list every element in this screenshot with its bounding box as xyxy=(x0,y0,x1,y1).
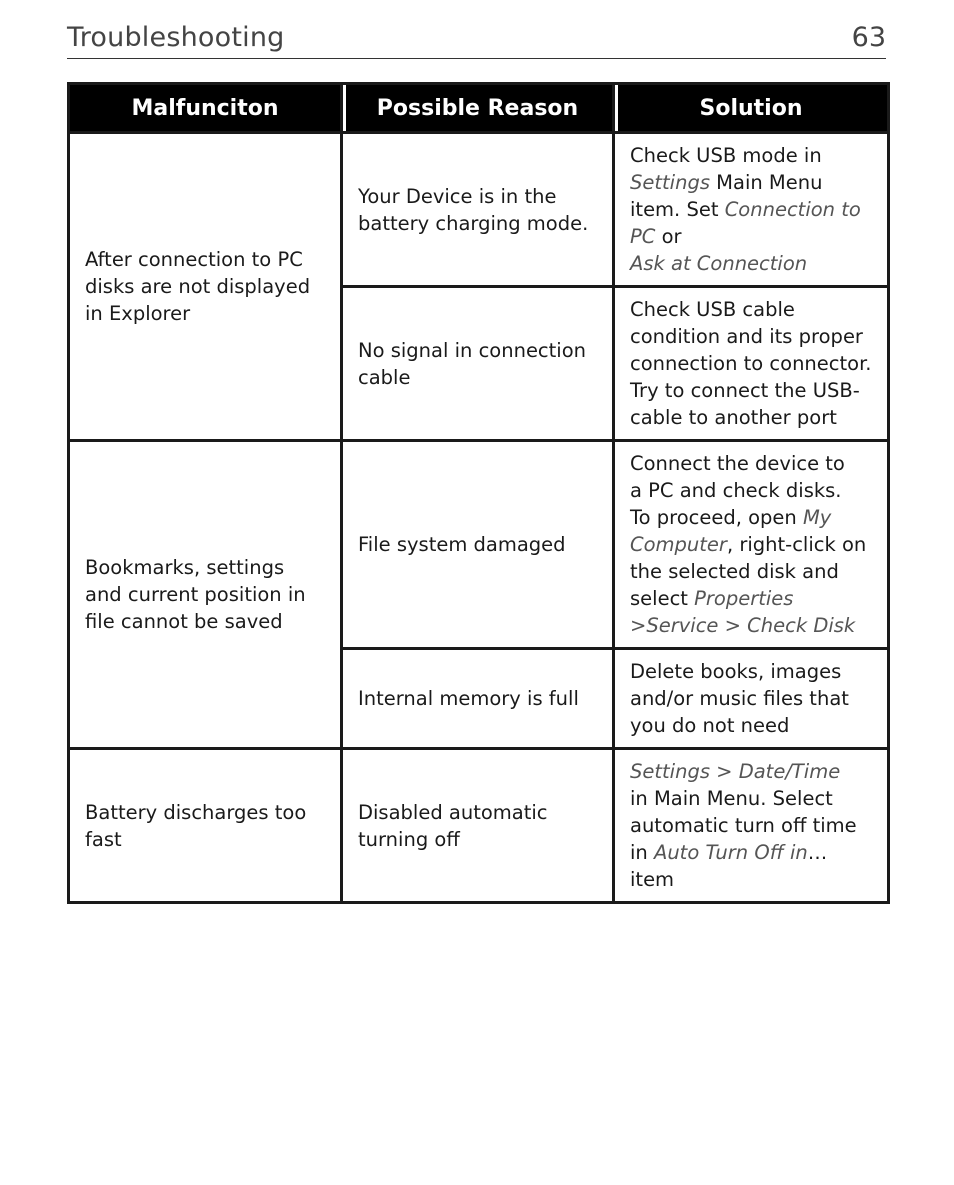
page-header xyxy=(67,20,886,59)
solution-menu-ref: Auto Turn Off in xyxy=(653,841,808,864)
column-header-possible-reason: Possible Reason xyxy=(342,84,614,133)
page-title: Troubleshooting xyxy=(67,22,285,53)
column-header-malfunction: Malfunciton xyxy=(69,84,342,133)
reason-cell: Your Device is in the battery charging mode. xyxy=(342,133,614,287)
solution-menu-ref: Properties >Service > Check Disk xyxy=(630,587,856,637)
solution-text: Check USB mode in xyxy=(630,144,822,167)
malfunction-cell: Bookmarks, settings and current position in file cannot be saved xyxy=(69,441,342,749)
solution-cell: Delete books, images and/or music files that you do not need xyxy=(614,649,889,749)
reason-cell: Internal memory is full xyxy=(342,649,614,749)
solution-text: a PC and check disks. xyxy=(630,479,842,502)
solution-menu-ref: Settings xyxy=(630,171,710,194)
table-row xyxy=(69,749,889,903)
page-number: 63 xyxy=(851,22,886,53)
solution-text: or xyxy=(655,225,682,248)
solution-text: Main Menu item. Set xyxy=(630,171,823,221)
solution-text: … item xyxy=(630,841,828,891)
reason-cell: File system damaged xyxy=(342,441,614,649)
solution-menu-ref: Ask at Connection xyxy=(630,252,808,275)
reason-cell: Disabled automatic turning off xyxy=(342,749,614,903)
solution-cell xyxy=(614,441,889,649)
solution-menu-ref: My Computer xyxy=(630,506,832,556)
table-header-row xyxy=(69,84,889,133)
solution-menu-ref: Connection to PC xyxy=(630,198,861,248)
solution-text: Connect the device to xyxy=(630,452,845,475)
table-row xyxy=(69,441,889,649)
reason-cell: No signal in connection cable xyxy=(342,287,614,441)
column-header-solution: Solution xyxy=(614,84,889,133)
solution-text: To proceed, open xyxy=(630,506,803,529)
solution-cell xyxy=(614,133,889,287)
solution-text: in Main Menu. Select automatic turn off time in xyxy=(630,787,857,864)
solution-text: , right-click on the selected disk and select xyxy=(630,533,867,610)
solution-cell: Check USB cable condition and its proper connection to connector. Try to connect the USB-cable to another port xyxy=(614,287,889,441)
solution-menu-ref: Settings > Date/Time xyxy=(630,760,841,783)
troubleshooting-table xyxy=(67,82,890,904)
solution-cell xyxy=(614,749,889,903)
malfunction-cell: Battery discharges too fast xyxy=(69,749,342,903)
malfunction-cell: After connection to PC disks are not displayed in Explorer xyxy=(69,133,342,441)
table-row xyxy=(69,133,889,287)
